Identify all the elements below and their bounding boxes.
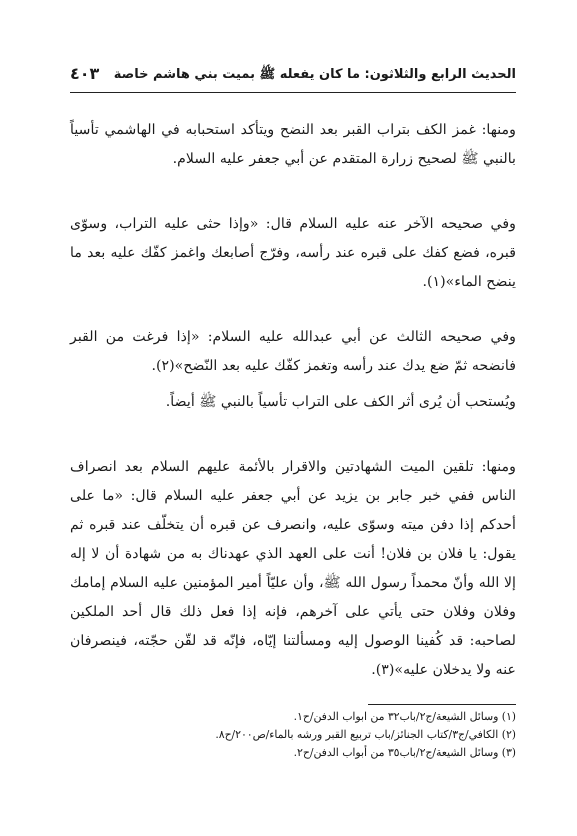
paragraph-5: ومنها: تلقين الميت الشهادتين والاقرار بالأئمة عليهم السلام بعد انصراف الناس ففي خبر جابر بن يزيد عن أبي جعفر عليه السلام قال: «ما على أحدكم إذا دفن ميته وسوّى عليه، وانصرف عن قبره أن يتخلّف عند قبره ثم يقول: يا فلان بن فلان! أنت على العهد الذي عهدناك به من شهادة أن لا إله إلا الله وأنّ محمداً رسول الله ﷺ، وأن عليّاً أمير المؤمنين عليه السلام إمامك وفلان وفلان حتى يأتي على آخرهم، فإنه إذا فعل ذلك قال أحد الملكين لصاحبه: قد كُفينا الوصول إليه ومسألتنا إيّاه، فإنّه قد لقّن حجّته، فينصرفان عنه ولا يدخلان عليه»(٣). (70, 459, 516, 678)
page-number: ٤٠٣ (70, 64, 100, 83)
paragraph-1: ومنها: غمز الكف بتراب القبر بعد النضح ويتأكد استحبابه في الهاشمي تأسياً بالنبي ﷺ لصحيح زرارة المتقدم عن أبي جعفر عليه السلام. (70, 122, 516, 167)
paragraph-3: وفي صحيحه الثالث عن أبي عبدالله عليه السلام: «إذا فرغت من القبر فانضحه ثمّ ضع يدك عند رأسه وتغمز كفّك عليه بعد النّضح»(٢). (70, 329, 516, 374)
header-divider (70, 92, 516, 93)
page-header (70, 66, 516, 86)
paragraph-4: ويُستحب أن يُرى أثر الكف على التراب تأسياً بالنبي ﷺ أيضاً. (165, 394, 516, 410)
footnotes (70, 708, 516, 762)
footnote-1: (١) وسائل الشيعة/ج٢/باب٣٢ من ابواب الدفن/ح١. (293, 710, 516, 723)
footnote-2: (٢) الكافي/ج٣/كتاب الجنائز/باب تربيع القبر ورشه بالماء/ص٢٠٠/ح٨. (215, 728, 516, 741)
footnote-divider (368, 704, 516, 705)
running-title: الحديث الرابع والثلاثون: ما كان يفعله ﷺ بميت بني هاشم خاصة (113, 67, 516, 82)
footnote-3: (٣) وسائل الشيعة/ج٢/باب٣٥ من أبواب الدفن/ح٢. (293, 746, 516, 759)
paragraph-2: وفي صحيحه الآخر عنه عليه السلام قال: «وإذا حثى عليه التراب، وسوّى قبره، فضع كفك على قبره عند رأسه، وفرّج أصابعك واغمز كفّك عليه بعد ما ينضح الماء»(١). (70, 216, 516, 290)
